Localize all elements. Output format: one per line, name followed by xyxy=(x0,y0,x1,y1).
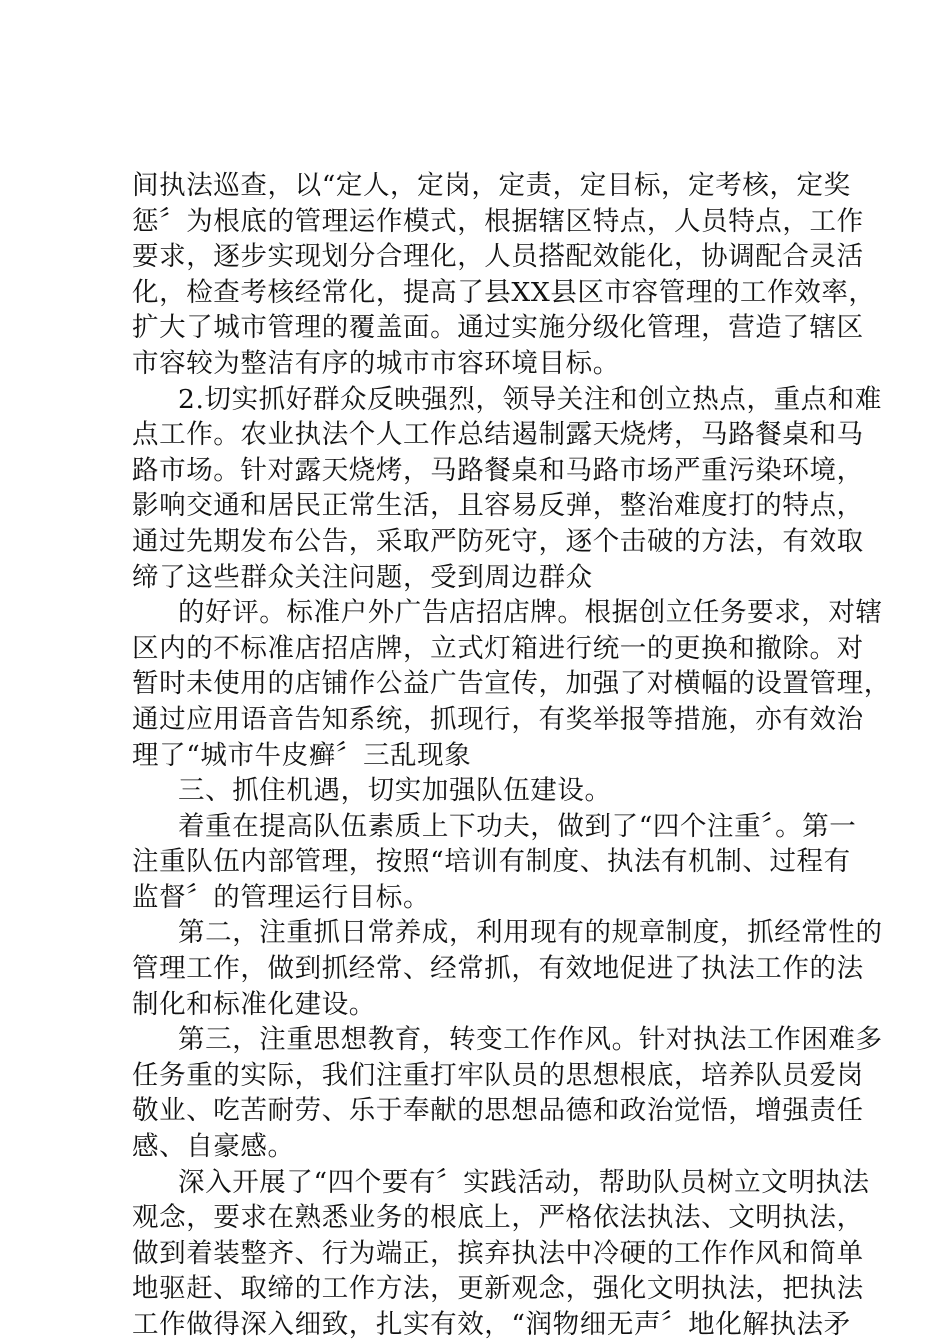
text-line: 扩大了城市管理的覆盖面。通过实施分级化管理，营造了辖区 xyxy=(132,312,864,344)
text-line: 区内的不标准店招店牌，立式灯箱进行统一的更换和撤除。对 xyxy=(132,632,864,664)
text-line: 注重队伍内部管理，按照“培训有制度、执法有机制、过程有 xyxy=(132,846,851,878)
text-line: 间执法巡查，以“定人，定岗，定责，定目标，定考核，定奖 xyxy=(132,170,851,201)
text-line: 影响交通和居民正常生活，且容易反弹，整治难度打的特点， xyxy=(132,490,864,522)
body-text xyxy=(132,168,891,1343)
text-line: 深入开展了“四个要有〞实践活动，帮助队员树立文明执法 xyxy=(178,1166,870,1198)
text-line: 通过应用语音告知系统，抓现行，有奖举报等措施，亦有效治 xyxy=(132,703,864,735)
text-line: 三、抓住机遇，切实加强队伍建设。 xyxy=(178,775,612,807)
text-line: 通过先期发布公告，采取严防死守，逐个击破的方法，有效取 xyxy=(132,525,864,557)
text-line: 路市场。针对露天烧烤，马路餐桌和马路市场严重污染环境， xyxy=(132,454,864,486)
text-line: 化，检查考核经常化，提高了县XX县区市容管理的工作效率， xyxy=(132,276,876,308)
text-line: 做到着装整齐、行为端正，摈弃执法中冷硬的工作作风和简单 xyxy=(132,1237,864,1269)
text-line: 监督〞的管理运行目标。 xyxy=(132,881,431,913)
text-line: 观念，要求在熟悉业务的根底上，严格依法执法、文明执法， xyxy=(132,1202,864,1234)
text-line: 制化和标准化建设。 xyxy=(132,988,376,1020)
text-line: 点工作。农业执法个人工作总结遏制露天烧烤，马路餐桌和马 xyxy=(132,419,864,451)
text-line: 的好评。标准户外广告店招店牌。根据创立任务要求，对辖 xyxy=(178,597,883,629)
text-line: 市容较为整洁有序的城市市容环境目标。 xyxy=(132,347,620,379)
text-line: 理了“城市牛皮癣〞三乱现象 xyxy=(132,739,472,771)
text-line: 工作做得深入细致，扎实有效，“润物细无声〞地化解执法矛 xyxy=(132,1309,851,1340)
text-line: 第三，注重思想教育，转变工作作风。针对执法工作困难多 xyxy=(178,1024,883,1056)
text-line: 缔了这些群众关注问题，受到周边群众 xyxy=(132,561,593,593)
text-line: 管理工作，做到抓经常、经常抓，有效地促进了执法工作的法 xyxy=(132,953,864,985)
text-line: 任务重的实际，我们注重打牢队员的思想根底，培养队员爱岗 xyxy=(132,1059,864,1091)
text-line: 第二，注重抓日常养成，利用现有的规章制度，抓经常性的 xyxy=(178,917,883,949)
text-line: 感、自豪感。 xyxy=(132,1131,295,1163)
text-line: 暂时未使用的店铺作公益广告宣传，加强了对横幅的设置管理， xyxy=(132,668,891,700)
text-line: 要求，逐步实现划分合理化，人员搭配效能化，协调配合灵活 xyxy=(132,241,864,273)
text-line: 地驱赶、取缔的工作方法，更新观念，强化文明执法，把执法 xyxy=(132,1273,864,1305)
text-line: 2.切实抓好群众反映强烈，领导关注和创立热点，重点和难 xyxy=(178,383,882,415)
text-line: 着重在提高队伍素质上下功夫，做到了“四个注重〞。第一 xyxy=(178,810,857,842)
text-line: 惩〞为根底的管理运作模式，根据辖区特点，人员特点，工作 xyxy=(132,205,864,237)
text-line: 敬业、吃苦耐劳、乐于奉献的思想品德和政治觉悟，增强责任 xyxy=(132,1095,864,1127)
